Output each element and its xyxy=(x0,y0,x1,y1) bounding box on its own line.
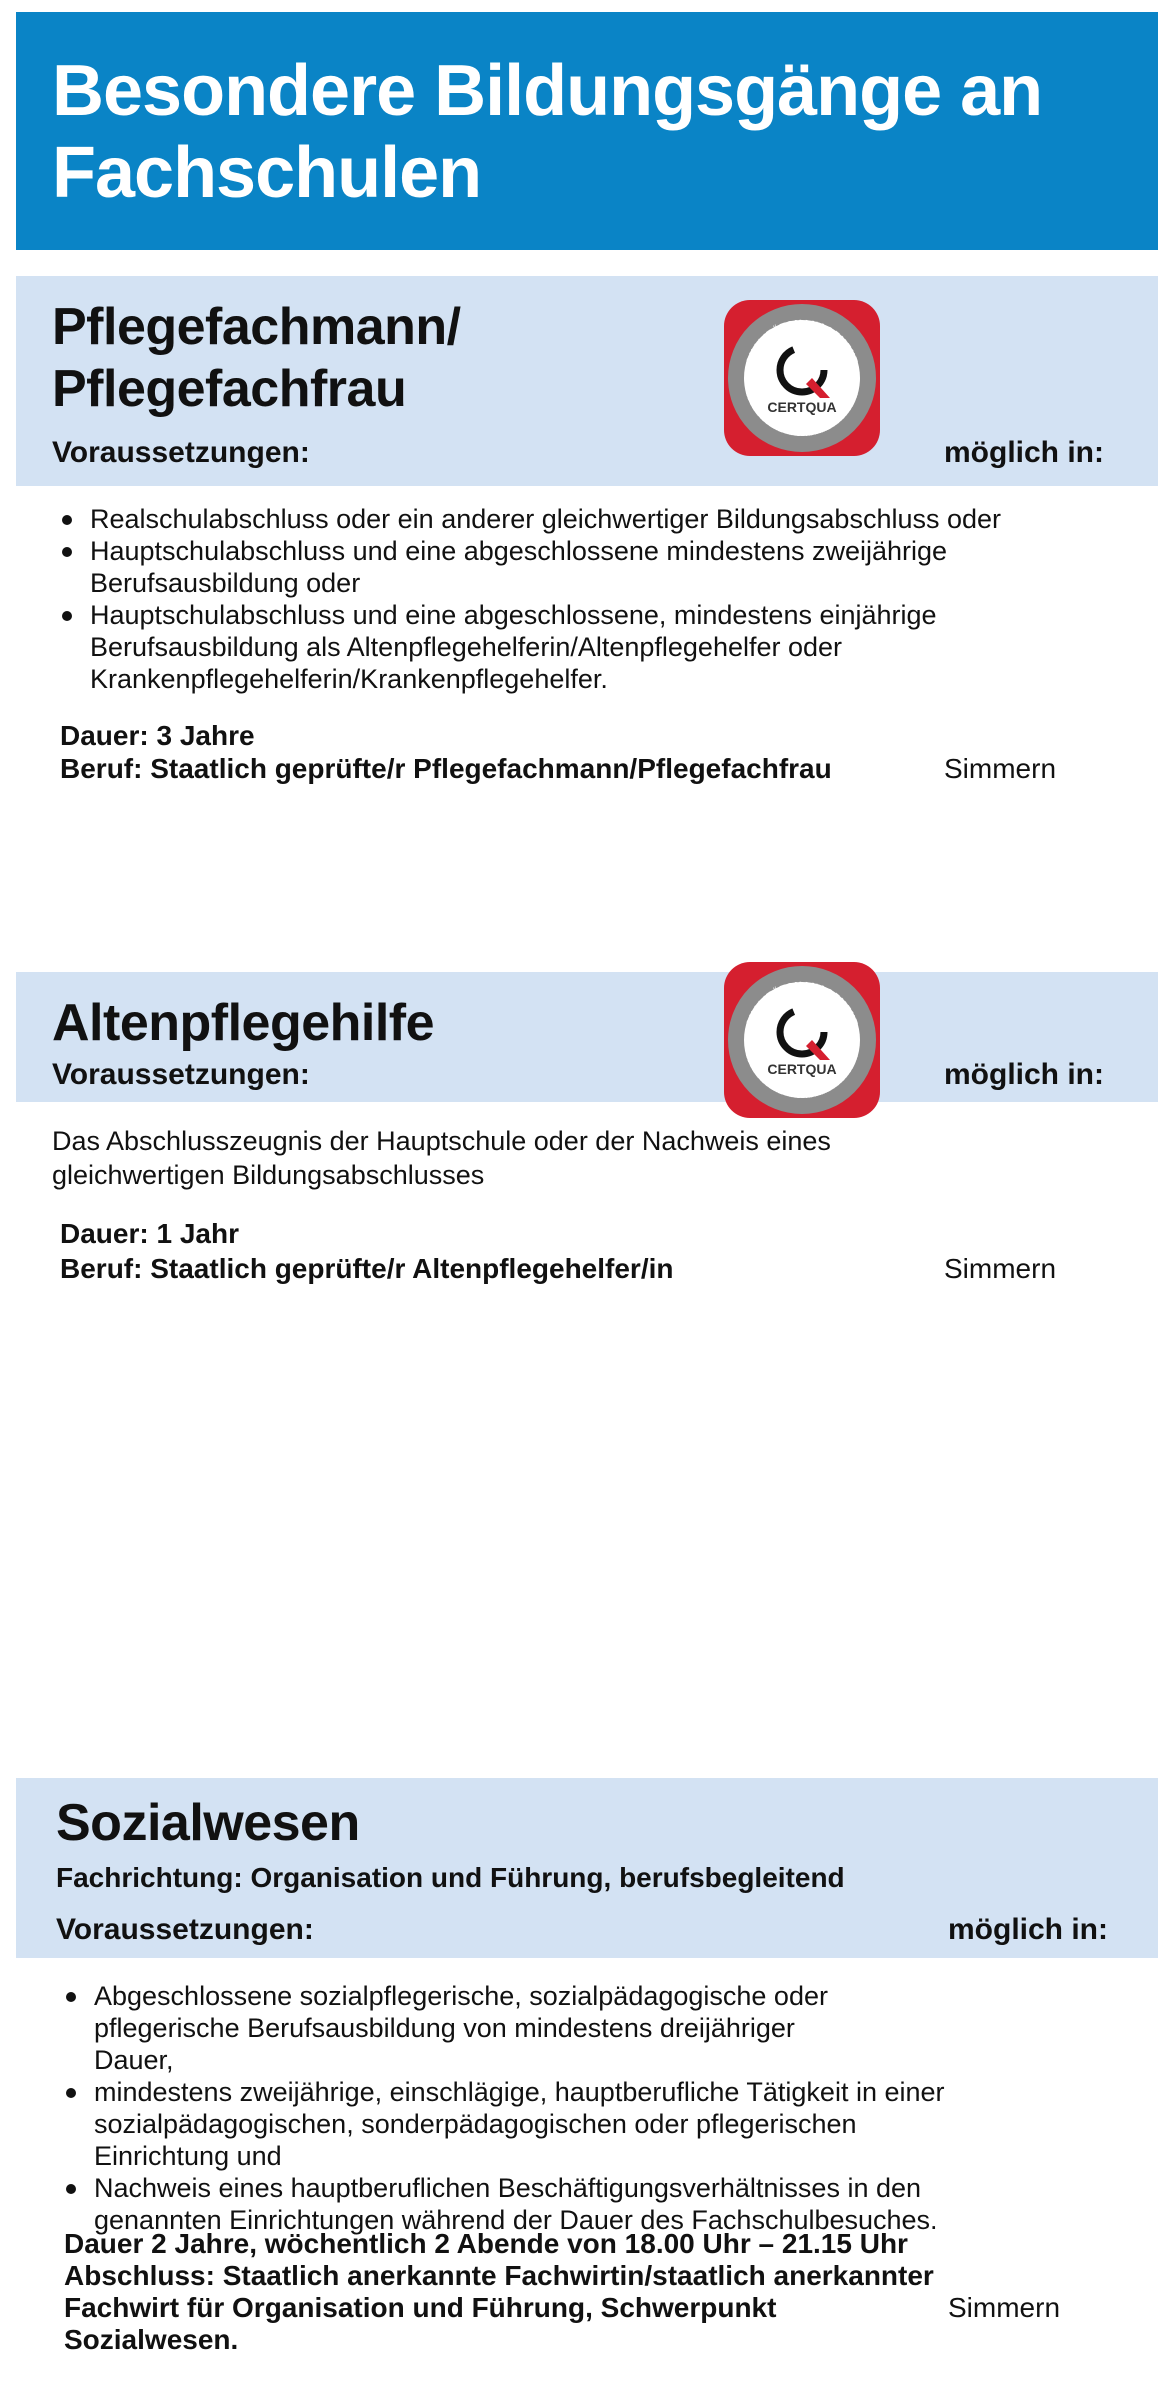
duration: Dauer 2 Jahre, wöchentlich 2 Abende von 18.00 Uhr – 21.15 Uhr xyxy=(64,2228,908,2259)
svg-text:QUALITÄTSMANAGEMENT: QUALITÄTSMANAGEMENT xyxy=(744,317,860,366)
location-label: möglich in: xyxy=(944,436,1104,469)
requirement-item: mindestens zweijährige, einschlägige, hauptberufliche Tätigkeit in einer sozialpädagogischen, sonderpädagogischen oder pflegerischen Einrichtung und xyxy=(56,2076,974,2172)
profession: Beruf: Staatlich geprüfte/r Pflegefachmann/Pflegefachfrau xyxy=(60,753,832,784)
section-title-sozialwesen: Sozialwesen xyxy=(56,1794,360,1852)
certqua-badge xyxy=(724,300,880,456)
svg-text:QUALITÄTSMANAGEMENT: QUALITÄTSMANAGEMENT xyxy=(744,979,860,1028)
certqua-badge xyxy=(724,962,880,1118)
requirements-label: Voraussetzungen: xyxy=(52,1058,310,1091)
requirement-item: Realschulabschluss oder ein anderer gleichwertiger Bildungsabschluss oder xyxy=(52,503,1032,535)
requirements-label: Voraussetzungen: xyxy=(56,1913,314,1946)
duration: Dauer: 3 Jahre xyxy=(60,720,255,751)
requirements-list-pflegefachmann xyxy=(52,503,1032,695)
profession: Beruf: Staatlich geprüfte/r Altenpflegehelfer/in xyxy=(60,1253,674,1284)
location-value: Simmern xyxy=(944,1253,1057,1284)
requirement-item: Abgeschlossene sozialpflegerische, sozialpädagogische oder pflegerische Berufsausbildung von mindestens dreijähriger Dauer, xyxy=(56,1980,864,2076)
location-value: Simmern xyxy=(948,2292,1061,2323)
svg-text:ZUGELASSENE MASSNAHME NACH AZA: ZUGELASSENE MASSNAHME NACH AZAV xyxy=(743,1052,861,1101)
profession: Abschluss: Staatlich anerkannte Fachwirtin/staatlich anerkannter Fachwirt für Organisation und Führung, Schwerpunkt Sozialwesen. xyxy=(64,2260,934,2355)
svg-text:CERTQUA: CERTQUA xyxy=(767,1061,837,1077)
certqua-logo-icon xyxy=(724,962,880,1118)
section-subtitle-sozialwesen: Fachrichtung: Organisation und Führung, berufsbegleitend xyxy=(56,1862,845,1893)
svg-text:CERTQUA: CERTQUA xyxy=(767,399,837,415)
section-title-altenpflegehilfe: Altenpflegehilfe xyxy=(52,994,435,1052)
requirements-label: Voraussetzungen: xyxy=(52,436,310,469)
certqua-logo-icon xyxy=(724,300,880,456)
requirement-item: Hauptschulabschluss und eine abgeschlossene mindestens zweijährige Berufsausbildung oder xyxy=(52,535,980,599)
requirements-list-sozialwesen xyxy=(56,1980,956,2236)
location-label: möglich in: xyxy=(944,1058,1104,1091)
requirements-text-altenpflegehilfe: Das Abschlusszeugnis der Hauptschule oder der Nachweis eines gleichwertigen Bildungsabschlusses xyxy=(52,1126,831,1190)
requirement-item: Nachweis eines hauptberuflichen Beschäftigungsverhältnisses in den genannten Einrichtungen während der Dauer des Fachschulbesuches. xyxy=(56,2172,974,2236)
location-value: Simmern xyxy=(944,753,1057,784)
location-label: möglich in: xyxy=(948,1913,1108,1946)
requirement-item: Hauptschulabschluss und eine abgeschlossene, mindestens einjährige Berufsausbildung als Altenpflegehelferin/Altenpflegehelfer oder Krankenpflegehelferin/Krankenpflegehelfer. xyxy=(52,599,980,695)
page-title: Besondere Bildungsgänge an Fachschulen xyxy=(52,51,1043,213)
svg-text:ZUGELASSENE MASSNAHME NACH AZA: ZUGELASSENE MASSNAHME NACH AZAV xyxy=(743,390,861,439)
section-title-pflegefachmann: Pflegefachmann/ Pflegefachfrau xyxy=(52,298,461,418)
duration: Dauer: 1 Jahr xyxy=(60,1218,239,1249)
